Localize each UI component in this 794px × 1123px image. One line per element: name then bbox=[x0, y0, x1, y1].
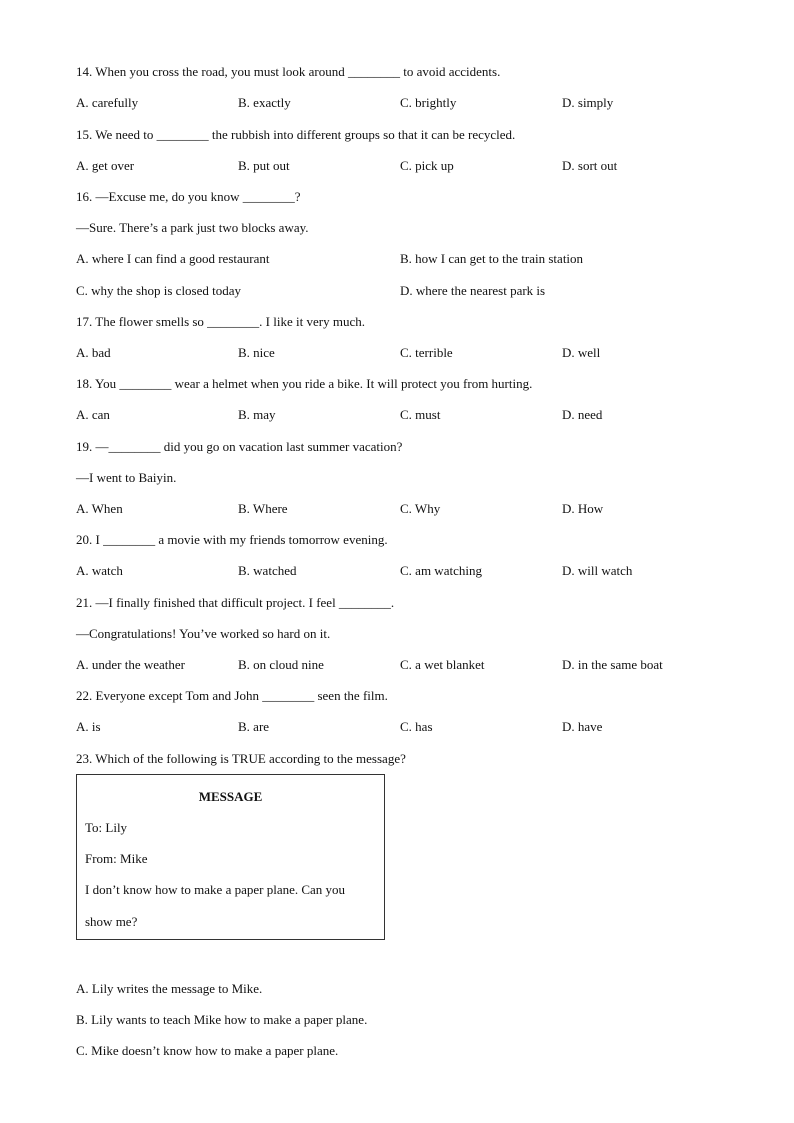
message-body-line-2: show me? bbox=[85, 914, 138, 929]
question-17-option-c: C. terrible bbox=[400, 345, 453, 360]
question-14-stem: 14. When you cross the road, you must look around ________ to avoid accidents. bbox=[76, 64, 501, 79]
question-21-option-d: D. in the same boat bbox=[562, 657, 663, 672]
question-20-stem: 20. I ________ a movie with my friends tomorrow evening. bbox=[76, 532, 388, 547]
question-22-option-c: C. has bbox=[400, 719, 433, 734]
question-19-option-b: B. Where bbox=[238, 501, 288, 516]
message-box bbox=[76, 774, 385, 940]
question-22-option-d: D. have bbox=[562, 719, 603, 734]
question-23-option-c: C. Mike doesn’t know how to make a paper plane. bbox=[76, 1043, 339, 1058]
question-21-option-b: B. on cloud nine bbox=[238, 657, 324, 672]
question-18-option-d: D. need bbox=[562, 407, 603, 422]
question-14-option-d: D. simply bbox=[562, 95, 614, 110]
question-15-option-d: D. sort out bbox=[562, 158, 618, 173]
question-20-option-a: A. watch bbox=[76, 563, 123, 578]
question-16-option-c: C. why the shop is closed today bbox=[76, 283, 242, 298]
message-to: To: Lily bbox=[85, 820, 128, 835]
question-18-option-c: C. must bbox=[400, 407, 441, 422]
question-14-option-a: A. carefully bbox=[76, 95, 139, 110]
question-19-dialog: —I went to Baiyin. bbox=[76, 470, 177, 485]
message-body-line-1: I don’t know how to make a paper plane. Can you bbox=[85, 882, 346, 897]
question-16-stem: 16. —Excuse me, do you know ________? bbox=[76, 189, 301, 204]
message-from: From: Mike bbox=[85, 851, 148, 866]
question-19-option-c: C. Why bbox=[400, 501, 441, 516]
question-22-stem: 22. Everyone except Tom and John ________ seen the film. bbox=[76, 688, 388, 703]
question-16-dialog: —Sure. There’s a park just two blocks away. bbox=[76, 220, 309, 235]
question-23-option-a: A. Lily writes the message to Mike. bbox=[76, 981, 263, 996]
question-23-stem: 23. Which of the following is TRUE according to the message? bbox=[76, 751, 406, 766]
question-21-option-c: C. a wet blanket bbox=[400, 657, 485, 672]
message-title: MESSAGE bbox=[198, 789, 263, 804]
question-22-option-a: A. is bbox=[76, 719, 101, 734]
question-19-option-a: A. When bbox=[76, 501, 123, 516]
question-14-option-b: B. exactly bbox=[238, 95, 291, 110]
question-18-stem: 18. You ________ wear a helmet when you ride a bike. It will protect you from hurting. bbox=[76, 376, 533, 391]
question-16-option-a: A. where I can find a good restaurant bbox=[76, 251, 270, 266]
question-18-option-b: B. may bbox=[238, 407, 276, 422]
question-16-option-d: D. where the nearest park is bbox=[400, 283, 546, 298]
question-17-stem: 17. The flower smells so ________. I like it very much. bbox=[76, 314, 365, 329]
question-19-option-d: D. How bbox=[562, 501, 604, 516]
question-17-option-b: B. nice bbox=[238, 345, 275, 360]
question-22-option-b: B. are bbox=[238, 719, 270, 734]
question-21-stem: 21. —I finally finished that difficult project. I feel ________. bbox=[76, 595, 395, 610]
question-20-option-d: D. will watch bbox=[562, 563, 633, 578]
question-15-option-c: C. pick up bbox=[400, 158, 454, 173]
question-16-option-b: B. how I can get to the train station bbox=[400, 251, 584, 266]
question-17-option-a: A. bad bbox=[76, 345, 111, 360]
question-14-option-c: C. brightly bbox=[400, 95, 457, 110]
question-15-option-a: A. get over bbox=[76, 158, 135, 173]
question-15-stem: 15. We need to ________ the rubbish into different groups so that it can be recycled. bbox=[76, 127, 516, 142]
question-23-option-b: B. Lily wants to teach Mike how to make a paper plane. bbox=[76, 1012, 368, 1027]
question-15-option-b: B. put out bbox=[238, 158, 290, 173]
question-20-option-b: B. watched bbox=[238, 563, 297, 578]
question-18-option-a: A. can bbox=[76, 407, 110, 422]
question-21-option-a: A. under the weather bbox=[76, 657, 186, 672]
question-20-option-c: C. am watching bbox=[400, 563, 482, 578]
question-21-dialog: —Congratulations! You’ve worked so hard on it. bbox=[76, 626, 331, 641]
question-19-stem: 19. —________ did you go on vacation last summer vacation? bbox=[76, 439, 403, 454]
question-17-option-d: D. well bbox=[562, 345, 601, 360]
